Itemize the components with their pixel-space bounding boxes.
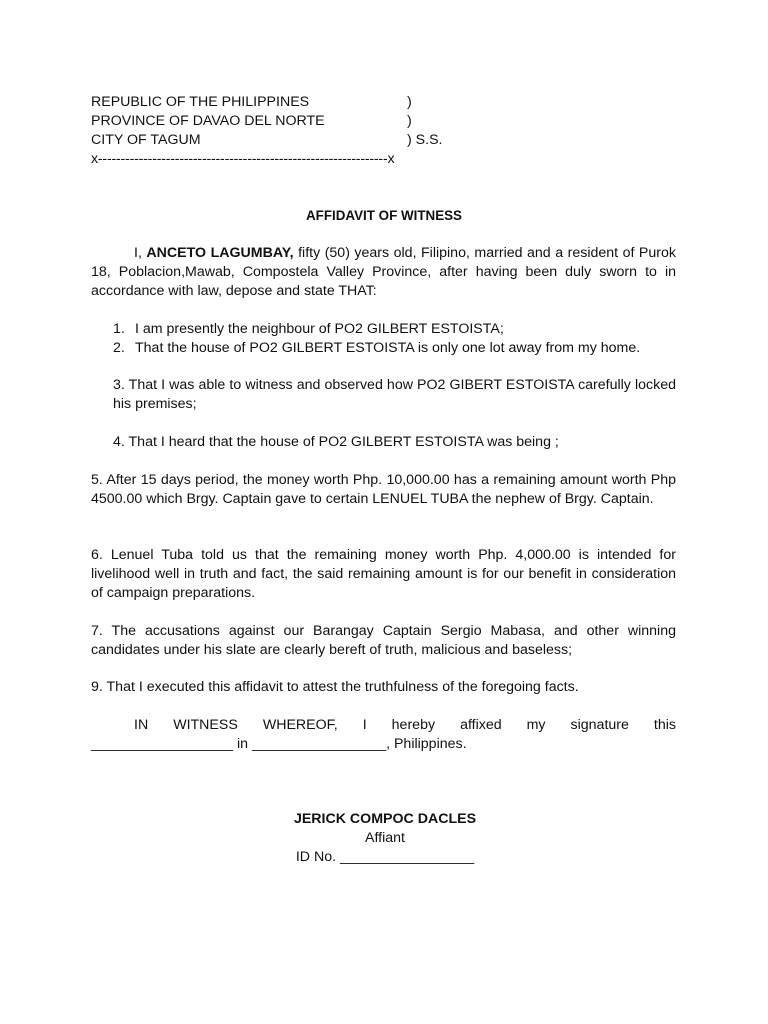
witness-word: WITNESS (173, 717, 238, 733)
list-item-number: 1. (113, 321, 125, 337)
paragraph-7: 7. The accusations against our Barangay Captain Sergio Mabasa, and other winning candidates under his slate are clearly bereft of truth, malicious and baseless; (91, 623, 676, 658)
venue-republic: REPUBLIC OF THE PHILIPPINES (91, 94, 310, 110)
witness-word: IN (134, 717, 149, 733)
paragraph-9: 9. That I executed this affidavit to attest the truthfulness of the foregoing facts. (91, 679, 579, 695)
witness-word: hereby (391, 717, 436, 733)
witness-word: affixed (460, 717, 502, 733)
list-item-number: 2. (113, 340, 125, 356)
affiant-signature-name: JERICK COMPOC DACLES (293, 811, 477, 827)
venue-city: CITY OF TAGUM (91, 132, 201, 148)
witness-word: I (362, 717, 367, 733)
list-item (113, 339, 640, 358)
paragraph-6: 6. Lenuel Tuba told us that the remaining money worth Php. 4,000.00 is intended for livelihood well in truth and fact, the said remaining amount is for our benefit in consideration of campaign preparations. (91, 547, 676, 601)
witness-clause-line-2: __________________ in _________________, Philippines. (91, 736, 467, 752)
list-item-text: I am presently the neighbour of PO2 GILBERT ESTOISTA; (135, 321, 504, 337)
affiant-role: Affiant (365, 830, 405, 846)
venue-x-divider: x----------------------------------------------------------------x (91, 151, 395, 167)
witness-word: WHEREOF, (262, 717, 338, 733)
paragraph-5: 5. After 15 days period, the money worth Php. 10,000.00 has a remaining amount worth Php 4500.00 which Brgy. Captain gave to certain LENUEL TUBA the nephew of Brgy. Captain. (91, 472, 676, 507)
venue-province: PROVINCE OF DAVAO DEL NORTE (91, 113, 325, 129)
list-item-text: That the house of PO2 GILBERT ESTOISTA is only one lot away from my home. (135, 340, 641, 356)
paragraph-4: 4. That I heard that the house of PO2 GILBERT ESTOISTA was being ; (113, 434, 559, 450)
affiant-id-line: ID No. _________________ (295, 849, 475, 865)
venue-ss: ) S.S. (407, 132, 443, 148)
intro-paragraph (91, 244, 676, 301)
venue-paren-2: ) (407, 113, 412, 129)
witness-word: signature (570, 717, 629, 733)
witness-word: this (653, 717, 676, 733)
intro-pronoun: I, (134, 245, 147, 261)
paragraph-3: 3. That I was able to witness and observed how PO2 GIBERT ESTOISTA carefully locked his premises; (113, 377, 676, 412)
witness-word: my (526, 717, 546, 733)
venue-paren-1: ) (407, 94, 412, 110)
affiant-name-intro: ANCETO LAGUMBAY, (146, 245, 294, 261)
list-item (113, 320, 504, 339)
document-title: AFFIDAVIT OF WITNESS (306, 208, 462, 223)
witness-clause-line-1 (91, 716, 676, 735)
intro-text: fifty (50) years old, Filipino, married and a resident of Purok 18, Poblacion,Mawab, Compostela Valley Province, after having been duly sworn to in accordance with law, depose and state THAT: (91, 245, 676, 299)
